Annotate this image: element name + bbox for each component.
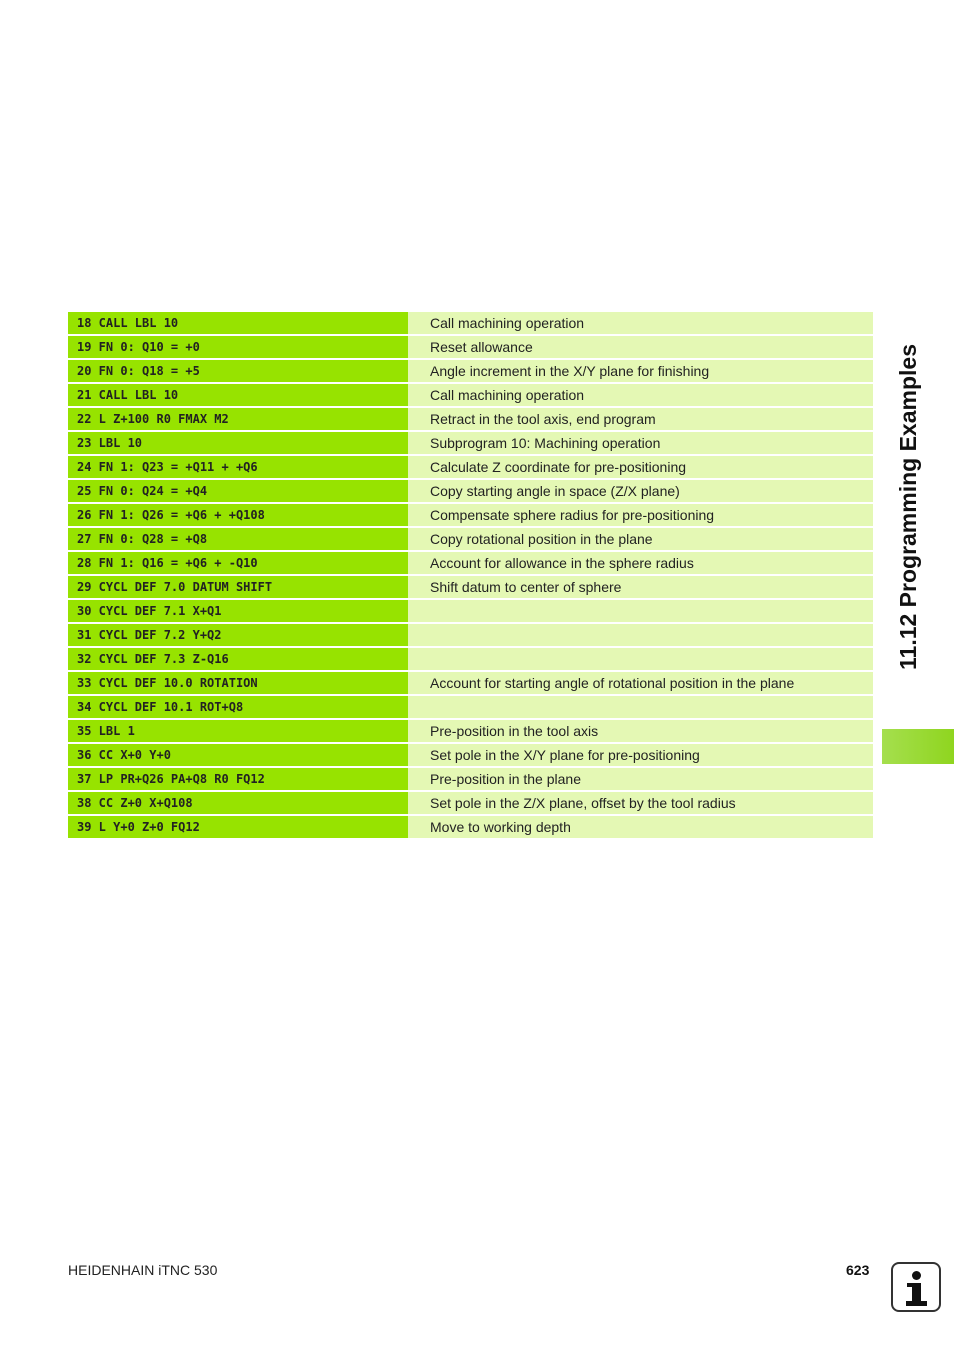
nc-code-cell: 24 FN 1: Q23 = +Q11 + +Q6 (68, 456, 408, 478)
chapter-tab-marker (882, 729, 954, 764)
program-row (68, 624, 873, 648)
info-icon-stem (912, 1283, 921, 1303)
description-cell (408, 624, 873, 646)
nc-code-cell: 30 CYCL DEF 7.1 X+Q1 (68, 600, 408, 622)
description-cell (408, 600, 873, 622)
footer-product-name: HEIDENHAIN iTNC 530 (68, 1262, 218, 1278)
description-cell (408, 648, 873, 670)
description-cell: Move to working depth (408, 816, 873, 838)
program-row (68, 744, 873, 768)
program-rows (68, 312, 873, 840)
info-icon-base (906, 1301, 927, 1306)
program-row (68, 528, 873, 552)
program-row (68, 504, 873, 528)
description-cell: Copy rotational position in the plane (408, 528, 873, 550)
description-cell (408, 696, 873, 718)
page-number: 623 (846, 1262, 870, 1278)
nc-code-cell: 31 CYCL DEF 7.2 Y+Q2 (68, 624, 408, 646)
info-icon-dot (912, 1271, 921, 1280)
program-row (68, 480, 873, 504)
description-cell: Shift datum to center of sphere (408, 576, 873, 598)
nc-code-cell: 23 LBL 10 (68, 432, 408, 454)
program-row (68, 384, 873, 408)
program-row (68, 672, 873, 696)
description-cell: Call machining operation (408, 312, 873, 334)
nc-code-cell: 35 LBL 1 (68, 720, 408, 742)
description-cell: Angle increment in the X/Y plane for finishing (408, 360, 873, 382)
program-row (68, 576, 873, 600)
nc-code-cell: 29 CYCL DEF 7.0 DATUM SHIFT (68, 576, 408, 598)
program-row (68, 792, 873, 816)
description-cell: Copy starting angle in space (Z/X plane) (408, 480, 873, 502)
program-row (68, 312, 873, 336)
program-row (68, 720, 873, 744)
nc-code-cell: 28 FN 1: Q16 = +Q6 + -Q10 (68, 552, 408, 574)
section-title-vertical (887, 318, 927, 678)
description-cell: Subprogram 10: Machining operation (408, 432, 873, 454)
description-cell: Compensate sphere radius for pre-positioning (408, 504, 873, 526)
program-row (68, 432, 873, 456)
program-listing-table (68, 312, 873, 840)
nc-code-cell: 26 FN 1: Q26 = +Q6 + +Q108 (68, 504, 408, 526)
description-cell: Set pole in the X/Y plane for pre-positioning (408, 744, 873, 766)
section-title: 11.12 Programming Examples (895, 344, 921, 670)
program-row (68, 768, 873, 792)
nc-code-cell: 18 CALL LBL 10 (68, 312, 408, 334)
nc-code-cell: 22 L Z+100 R0 FMAX M2 (68, 408, 408, 430)
program-row (68, 456, 873, 480)
nc-code-cell: 37 LP PR+Q26 PA+Q8 R0 FQ12 (68, 768, 408, 790)
description-cell: Pre-position in the tool axis (408, 720, 873, 742)
nc-code-cell: 27 FN 0: Q28 = +Q8 (68, 528, 408, 550)
description-cell: Pre-position in the plane (408, 768, 873, 790)
description-cell: Account for starting angle of rotational position in the plane (408, 672, 873, 694)
description-cell: Call machining operation (408, 384, 873, 406)
program-row (68, 408, 873, 432)
program-row (68, 552, 873, 576)
program-row (68, 648, 873, 672)
nc-code-cell: 39 L Y+0 Z+0 FQ12 (68, 816, 408, 838)
description-cell: Reset allowance (408, 336, 873, 358)
program-row (68, 336, 873, 360)
nc-code-cell: 21 CALL LBL 10 (68, 384, 408, 406)
nc-code-cell: 38 CC Z+0 X+Q108 (68, 792, 408, 814)
description-cell: Account for allowance in the sphere radius (408, 552, 873, 574)
nc-code-cell: 36 CC X+0 Y+0 (68, 744, 408, 766)
nc-code-cell: 20 FN 0: Q18 = +5 (68, 360, 408, 382)
program-row (68, 360, 873, 384)
nc-code-cell: 34 CYCL DEF 10.1 ROT+Q8 (68, 696, 408, 718)
program-row (68, 816, 873, 840)
description-cell: Set pole in the Z/X plane, offset by the tool radius (408, 792, 873, 814)
nc-code-cell: 25 FN 0: Q24 = +Q4 (68, 480, 408, 502)
nc-code-cell: 19 FN 0: Q10 = +0 (68, 336, 408, 358)
description-cell: Calculate Z coordinate for pre-positioning (408, 456, 873, 478)
program-row (68, 696, 873, 720)
info-icon (891, 1262, 941, 1312)
program-row (68, 600, 873, 624)
description-cell: Retract in the tool axis, end program (408, 408, 873, 430)
nc-code-cell: 32 CYCL DEF 7.3 Z-Q16 (68, 648, 408, 670)
nc-code-cell: 33 CYCL DEF 10.0 ROTATION (68, 672, 408, 694)
